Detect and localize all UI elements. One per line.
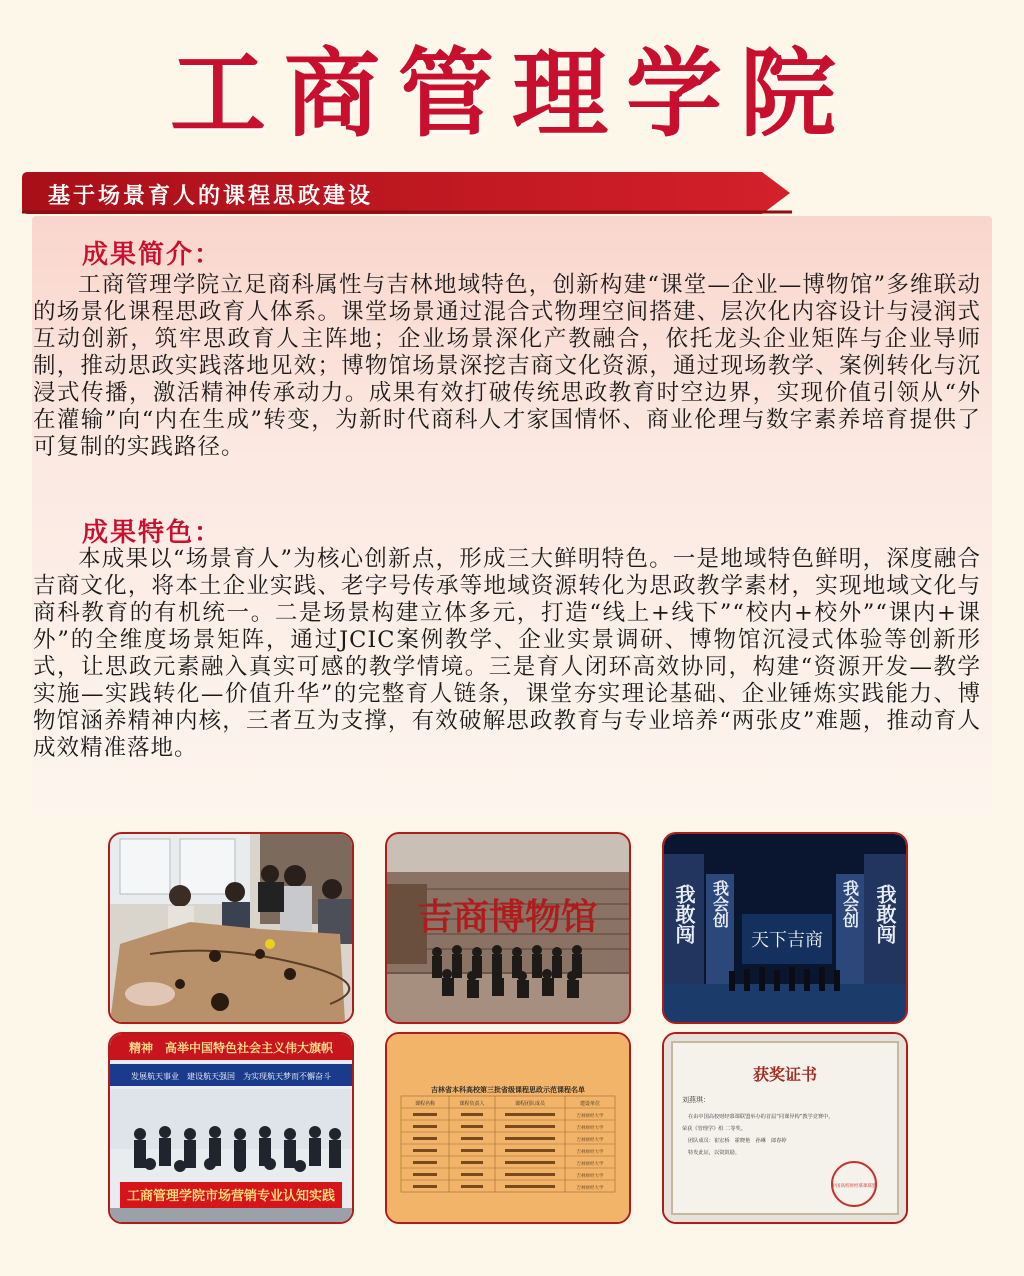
stage-side-right-inner: 我会创 [840, 880, 860, 928]
stage-side-right: 我敢闯 [873, 884, 897, 944]
museum-sign: 吉商博物馆 [416, 896, 598, 938]
doc-unit-4: 吉林财经大学 [576, 1150, 604, 1155]
stage-screen-text: 天下吉商 [751, 930, 823, 951]
banner-text: 基于场景育人的课程思政建设 [48, 184, 374, 209]
doc-header-1: 课程名称 [414, 1101, 436, 1107]
classroom-image [110, 834, 352, 1022]
group-image [110, 1034, 352, 1222]
banner-bottom-text: 工商管理学院市场营销专业认知实践 [126, 1189, 336, 1204]
photo-museum [385, 832, 631, 1024]
document-image [387, 1034, 629, 1222]
banner-slogan-text: 发展航天事业 建设航天强国 为实现航天梦而不懈奋斗 [131, 1072, 331, 1081]
doc-title: 吉林省本科高校第三批省级课程思政示范课程名单 [431, 1086, 585, 1094]
cert-name: 刘燕琪： [682, 1096, 710, 1104]
doc-unit-3: 吉林财经大学 [576, 1138, 604, 1143]
cert-line-4: 特发此证，以资鼓励。 [688, 1150, 740, 1156]
doc-unit-2: 吉林财经大学 [576, 1126, 604, 1131]
cert-line-2: 荣获《管理学》组 二等奖。 [682, 1126, 746, 1132]
stage-image [664, 834, 906, 1022]
section-heading-features: 成果特色： [82, 518, 223, 548]
page-title: 工商管理学院 [170, 37, 854, 150]
stage-side-left-inner: 我会创 [710, 880, 730, 928]
cert-seal-text: 中国高校财经慕课联盟 [831, 1184, 877, 1189]
stage-side-left: 我敢闯 [672, 884, 696, 944]
section-text-features: 本成果以“场景育人”为核心创新点，形成三大鲜明特色。一是地域特色鲜明，深度融合吉商文化，将本土企业实践、老字号传承等地域资源转化为思政教学素材，实现地域文化与商科教育的有机统一。二是场景构建立体多元，打造“线上+线下”“校内+校外”“课内+课外”的全维度场景矩阵，通过JCIC案例教学、企业实景调研、博物馆沉浸式体验等创新形式，让思政元素融入真实可感的教学情境。三是育人闭环高效协同，构建“资源开发—教学实施—实践转化—价值升华”的完整育人链条，课堂夯实理论基础、企业锤炼实践能力、博物馆涵养精神内核，三者互为支撑，有效破解思政教育与专业培养“两张皮”难题，推动育人成效精准落地。 [33, 546, 981, 761]
section-heading-intro: 成果简介： [82, 240, 223, 270]
cert-line-3: 团队成员：崔宏桥 霍晓艳 孙琳 郎春婷 [688, 1138, 787, 1144]
cert-title: 获奖证书 [752, 1065, 818, 1084]
doc-unit-6: 吉林财经大学 [576, 1174, 604, 1179]
photo-certificate [662, 1032, 908, 1224]
photo-stage [662, 832, 908, 1024]
doc-header-3: 课程团队成员 [514, 1101, 546, 1107]
doc-header-4: 建设单位 [579, 1101, 601, 1107]
section-banner [22, 172, 792, 214]
doc-unit-5: 吉林财经大学 [576, 1162, 604, 1167]
cert-line-1: 在由中国高校财经慕课联盟举办的首届“同课异构”教学竞赛中， [688, 1114, 834, 1120]
certificate-image [664, 1034, 906, 1222]
banner-top-text: 精神 高举中国特色社会主义伟大旗帜 [128, 1041, 334, 1055]
doc-header-2: 课程负责人 [459, 1101, 485, 1107]
photo-group [108, 1032, 354, 1224]
museum-image [387, 834, 629, 1022]
photo-classroom [108, 832, 354, 1024]
doc-unit-7: 吉林财经大学 [576, 1186, 604, 1191]
doc-unit-1: 吉林财经大学 [576, 1114, 604, 1119]
section-text-intro: 工商管理学院立足商科属性与吉林地域特色，创新构建“课堂—企业—博物馆”多维联动的场景化课程思政育人体系。课堂场景通过混合式物理空间搭建、层次化内容设计与浸润式互动创新，筑牢思政育人主阵地；企业场景深化产教融合，依托龙头企业矩阵与企业导师制，推动思政实践落地见效；博物馆场景深挖吉商文化资源，通过现场教学、案例转化与沉浸式传播，激活精神传承动力。成果有效打破传统思政教育时空边界，实现价值引领从“外在灌输”向“内在生成”转变，为新时代商科人才家国情怀、商业伦理与数字素养培育提供了可复制的实践路径。 [33, 272, 981, 460]
photo-document [385, 1032, 631, 1224]
